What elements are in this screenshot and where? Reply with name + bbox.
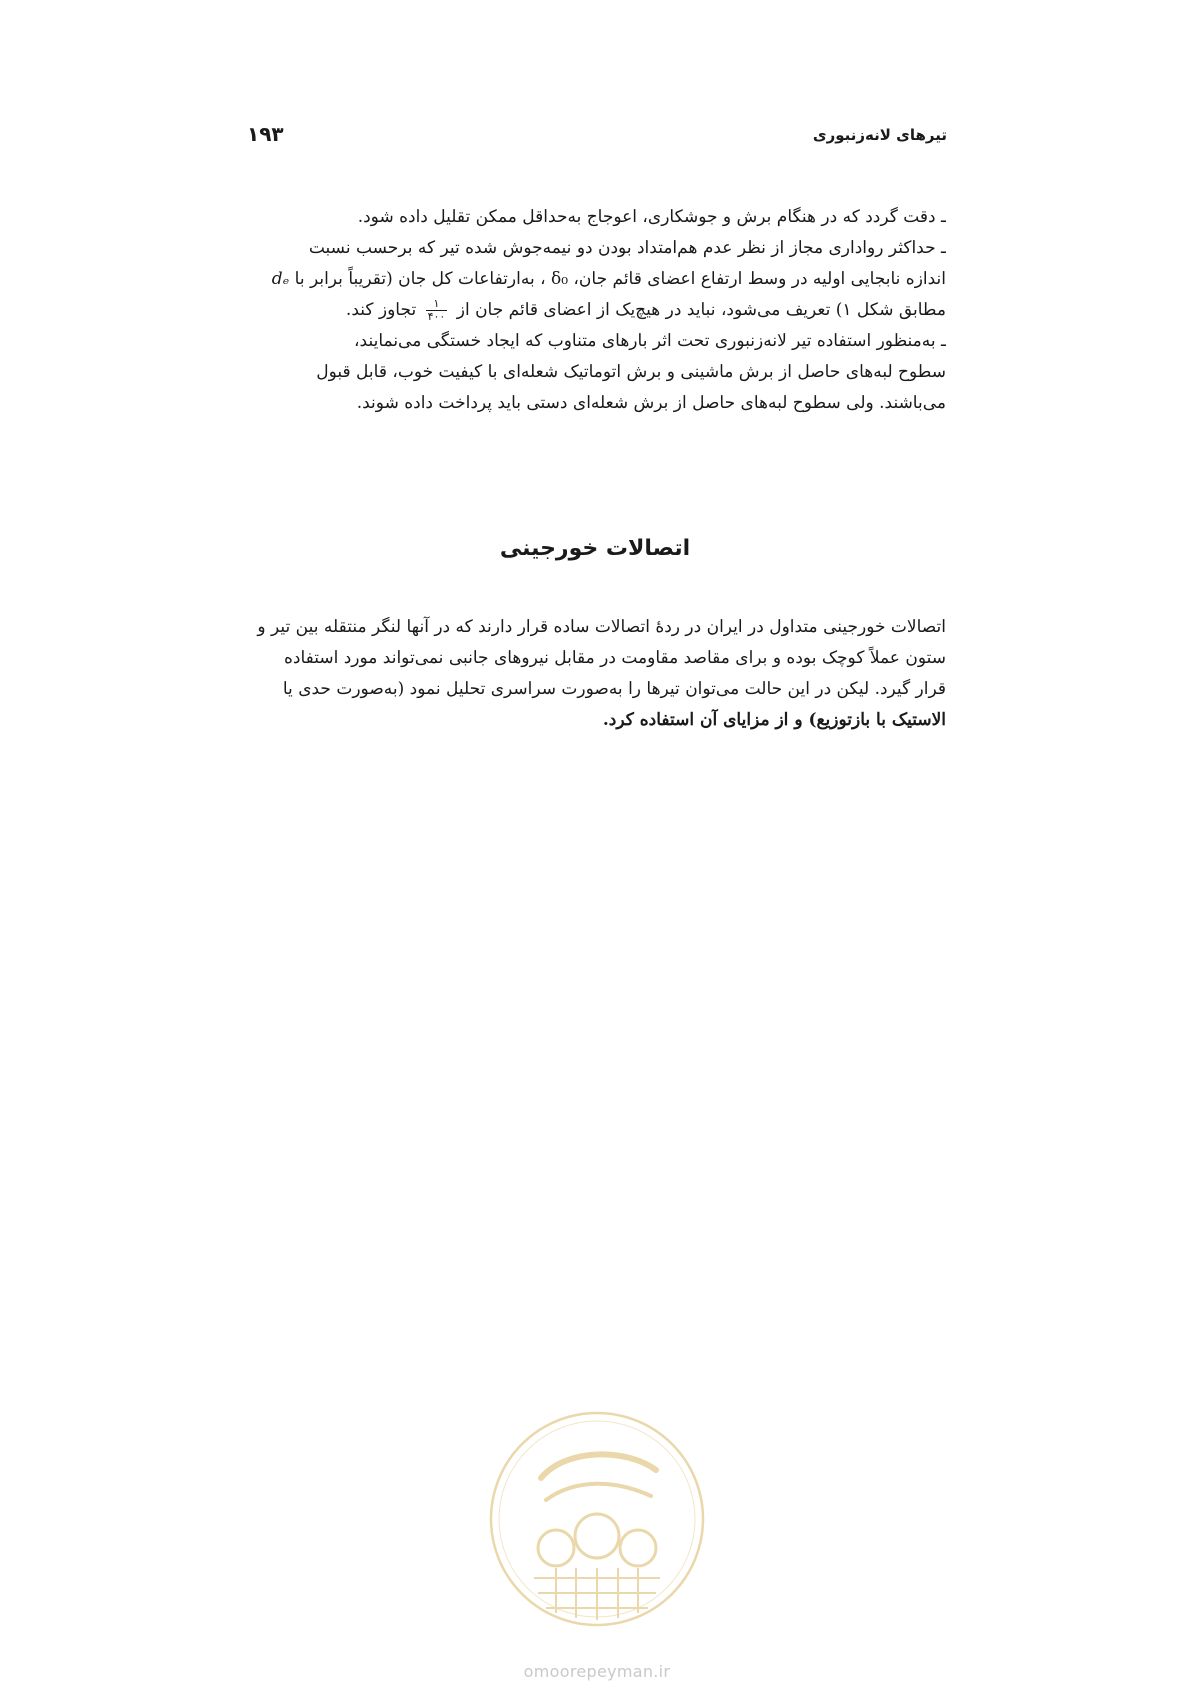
watermark-logo-icon (486, 1408, 708, 1630)
paragraph-line: الاستیک با بازتوزیع) و از مزایای آن استفاده کرد. (602, 710, 946, 730)
section-1-body (244, 202, 946, 419)
paragraph-line (244, 264, 946, 295)
paragraph-line: ـ به‌منظور استفاده تیر لانه‌زنبوری تحت اثر بارهای متناوب که ایجاد خستگی می‌نمایند، (354, 331, 946, 351)
running-title: تیرهای لانه‌زنبوری (812, 126, 947, 144)
section-heading: اتصالات خورجینی (499, 536, 691, 561)
paragraph-line: ـ دقت گردد که در هنگام برش و جوشکاری، اعوجاج به‌حداقل ممکن تقلیل داده شود. (357, 207, 946, 227)
section-2-body (244, 612, 946, 736)
paragraph-line: می‌باشند. ولی سطوح لبه‌های حاصل از برش شعله‌ای دستی باید پرداخت داده شوند. (356, 393, 946, 413)
fraction-numerator: ۱ (426, 298, 448, 311)
paragraph-text: تجاوز کند. (345, 300, 417, 320)
page-number: ۱۹۳ (247, 122, 284, 146)
symbol-de: dₑ (271, 269, 290, 289)
paragraph-text: مطابق شکل ۱) تعریف می‌شود، نباید در هیچ‌یک از اعضای قائم جان از (456, 300, 946, 320)
paragraph-line: قرار گیرد. لیکن در این حالت می‌توان تیرها را به‌صورت سراسری تحلیل نمود (به‌صورت حدی یا (282, 679, 946, 699)
paragraph-text: اندازه نابجایی اولیه در وسط ارتفاع اعضای قائم جان، δ₀ ، به‌ارتفاعات کل جان (تقریباً برابر با (294, 269, 946, 289)
paragraph-line: اتصالات خورجینی متداول در ایران در ردهٔ اتصالات ساده قرار دارند که در آنها لنگر منتقله بین تیر و (257, 617, 946, 637)
fraction (426, 298, 448, 323)
watermark-url: omoorepeyman.ir (523, 1662, 671, 1681)
fraction-denominator: ۴۰۰ (427, 310, 446, 323)
paragraph-line: سطوح لبه‌های حاصل از برش ماشینی و برش اتوماتیک شعله‌ای با کیفیت خوب، قابل قبول (316, 362, 946, 382)
paragraph-line: ـ حداکثر رواداری مجاز از نظر عدم هم‌امتداد بودن دو نیمه‌جوش شده تیر که برحسب نسبت (308, 238, 946, 258)
paragraph-line: ستون عملاً کوچک بوده و برای مقاصد مقاومت در مقابل نیروهای جانبی نمی‌تواند مورد استفاده (283, 648, 946, 668)
paragraph-line (244, 295, 946, 326)
